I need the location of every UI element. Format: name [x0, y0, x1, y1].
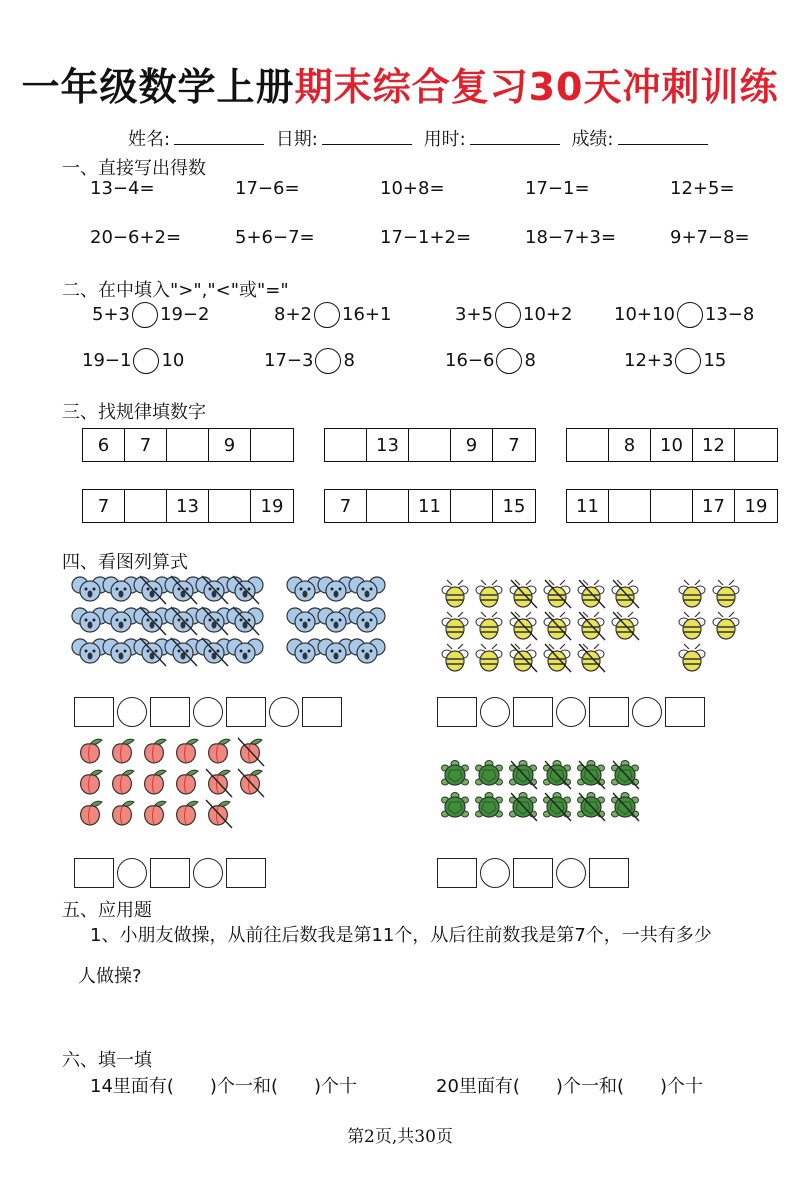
compare-right: 19−2 — [160, 304, 210, 325]
answer-box[interactable] — [665, 697, 705, 727]
peach-icon — [113, 770, 134, 794]
peach-icon — [145, 770, 166, 794]
compare-left: 19−1 — [82, 350, 132, 371]
koala-icon — [227, 607, 263, 635]
turtle-icon — [612, 761, 640, 790]
bee-icon — [679, 580, 705, 607]
sequence-cell: 9 — [209, 429, 251, 461]
answer-box[interactable] — [226, 858, 266, 888]
compare-right: 15 — [703, 350, 727, 371]
answer-box[interactable] — [589, 858, 629, 888]
calc-2-3: 17−1+2= — [380, 227, 472, 248]
date-label: 日期: — [275, 129, 318, 150]
compare-right: 8 — [524, 350, 536, 371]
peach-icon — [206, 769, 232, 797]
answer-box[interactable] — [302, 697, 342, 727]
koala-icon — [103, 639, 139, 663]
bee-icon — [578, 612, 605, 640]
bee-icon — [544, 644, 571, 672]
koala-icon — [165, 638, 201, 666]
koala-icon — [103, 577, 139, 601]
fill-in-a: 14里面有( )个一和( )个十 — [90, 1076, 357, 1097]
bee-icon — [612, 612, 639, 640]
section-1-heading: 一、直接写出得数 — [62, 158, 206, 179]
bee-icon — [442, 644, 468, 671]
koala-icon — [72, 608, 108, 632]
operator-circle[interactable] — [117, 697, 147, 727]
bee-icon — [510, 580, 537, 608]
koala-icon — [72, 577, 108, 601]
section-3-heading: 三、找规律填数字 — [62, 402, 206, 423]
peach-icon — [81, 801, 102, 825]
sequence-cell: 11 — [409, 490, 451, 522]
score-label: 成绩: — [571, 129, 614, 150]
sequence-cell: 19 — [744, 495, 768, 517]
compare-right: 16+1 — [342, 304, 392, 325]
section-6-heading: 六、填一填 — [62, 1050, 152, 1071]
time-label: 用时: — [423, 129, 466, 150]
operator-circle[interactable] — [632, 697, 662, 727]
koala-icon — [318, 639, 354, 663]
turtle-icon — [442, 793, 469, 818]
compare-left: 5+3 — [92, 304, 130, 325]
compare-left: 3+5 — [455, 304, 493, 325]
compare-left: 16−6 — [445, 350, 495, 371]
sequence-cell: 12 — [693, 429, 735, 461]
sequence-cell: 9 — [451, 429, 493, 461]
name-label: 姓名: — [128, 129, 171, 150]
peach-icon — [81, 770, 102, 794]
calc-1-2: 17−6= — [235, 178, 300, 199]
compare-right: 10 — [161, 350, 185, 371]
turtle-icon — [544, 761, 572, 790]
bee-icon — [544, 612, 571, 640]
peach-icon — [177, 801, 198, 825]
equation-answer-bee — [437, 697, 705, 727]
peach-icon — [238, 738, 264, 766]
turtle-icon — [510, 761, 538, 790]
koala-icon — [165, 607, 201, 635]
calc-2-1: 20−6+2= — [90, 227, 182, 248]
answer-box[interactable] — [74, 858, 114, 888]
peach-icon — [145, 739, 166, 763]
answer-box[interactable] — [226, 697, 266, 727]
sequence-cell: 13 — [367, 429, 409, 461]
calc-1-3: 10+8= — [380, 178, 445, 199]
compare-left: 17−3 — [264, 350, 314, 371]
sequence-cell: 13 — [167, 490, 209, 522]
compare-left: 12+3 — [624, 350, 674, 371]
answer-box[interactable] — [437, 858, 477, 888]
answer-box[interactable] — [150, 697, 190, 727]
bee-icon — [713, 612, 739, 639]
section-5-heading: 五、应用题 — [62, 900, 152, 921]
turtle-icon — [510, 793, 538, 822]
turtle-icon — [442, 761, 469, 786]
title-red: 期末综合复习30天冲刺训练 — [294, 65, 779, 109]
bee-icon — [510, 644, 537, 672]
bee-icon — [679, 612, 705, 639]
calc-1-1: 13−4= — [90, 178, 155, 199]
answer-box[interactable] — [74, 697, 114, 727]
bee-icon — [476, 580, 502, 607]
bee-icon — [442, 612, 468, 639]
sequence-cell: 8 — [609, 429, 651, 461]
sequence-cell: 11 — [567, 490, 609, 522]
koala-icon — [287, 608, 323, 632]
bee-icon — [476, 644, 502, 671]
operator-circle[interactable] — [117, 858, 147, 888]
compare-left: 10+10 — [614, 304, 675, 325]
sequence-cell: 7 — [325, 490, 367, 522]
answer-box[interactable] — [513, 697, 553, 727]
bee-icon — [442, 580, 468, 607]
equation-answer-turtle — [437, 858, 629, 888]
bee-icon — [476, 612, 502, 639]
koala-icon — [196, 576, 232, 604]
sequence-cell: 7 — [508, 434, 520, 456]
operator-circle[interactable] — [556, 858, 586, 888]
peach-icon — [113, 739, 134, 763]
koala-icon — [227, 576, 263, 604]
compare-right: 8 — [343, 350, 355, 371]
koala-icon — [134, 638, 170, 666]
koala-icon — [72, 639, 108, 663]
sequence-cell: 6 — [83, 429, 125, 461]
sequence-cell: 15 — [502, 495, 526, 517]
calc-2-5: 9+7−8= — [670, 227, 750, 248]
koala-icon — [349, 639, 385, 663]
koala-icon — [103, 608, 139, 632]
koala-icon — [349, 577, 385, 601]
compare-right: 10+2 — [523, 304, 573, 325]
koala-icon — [318, 577, 354, 601]
answer-box[interactable] — [437, 697, 477, 727]
turtle-icon — [476, 793, 503, 818]
equation-answer-peach — [74, 858, 266, 888]
koala-icon — [287, 577, 323, 601]
turtle-icon — [476, 761, 503, 786]
sequence-cell: 17 — [693, 490, 735, 522]
operator-circle[interactable] — [556, 697, 586, 727]
compare-right: 13−8 — [704, 304, 755, 325]
operator-circle[interactable] — [193, 858, 223, 888]
bee-icon — [578, 644, 605, 672]
peach-icon — [145, 801, 166, 825]
peach-icon — [81, 739, 102, 763]
section-4-heading: 四、看图列算式 — [62, 552, 188, 573]
fill-in-b: 20里面有( )个一和( )个十 — [436, 1076, 703, 1097]
word-problem-line-2: 人做操? — [78, 966, 142, 987]
sequence-cell: 7 — [125, 429, 167, 461]
turtle-icon — [544, 793, 572, 822]
bee-icon — [679, 644, 705, 671]
koala-icon — [196, 638, 232, 666]
operator-circle[interactable] — [480, 858, 510, 888]
title-black: 一年级数学上册 — [21, 65, 295, 109]
operator-circle[interactable] — [480, 697, 510, 727]
koala-icon — [196, 607, 232, 635]
peach-icon — [206, 800, 232, 828]
turtle-icon — [612, 793, 640, 822]
bee-icon — [612, 580, 639, 608]
calc-2-2: 5+6−7= — [235, 227, 315, 248]
koala-icon — [227, 639, 263, 663]
turtle-icon — [578, 793, 606, 822]
operator-circle[interactable] — [193, 697, 223, 727]
sequence-cell: 7 — [83, 490, 125, 522]
equation-answer-koala — [74, 697, 342, 727]
koala-icon — [318, 608, 354, 632]
sequence-cell: 10 — [651, 429, 693, 461]
section-2-heading: 二、在中填入">","<"或"=" — [62, 280, 289, 301]
answer-box[interactable] — [150, 858, 190, 888]
compare-left: 8+2 — [274, 304, 312, 325]
answer-box[interactable] — [589, 697, 629, 727]
bee-icon — [544, 580, 571, 608]
calc-2-4: 18−7+3= — [525, 227, 617, 248]
word-problem-line-1: 1、小朋友做操，从前往后数我是第11个，从后往前数我是第7个，一共有多少 — [90, 925, 712, 946]
koala-icon — [287, 639, 323, 663]
bee-icon — [713, 580, 739, 607]
koala-icon — [165, 576, 201, 604]
answer-box[interactable] — [513, 858, 553, 888]
koala-icon — [349, 608, 385, 632]
calc-1-4: 17−1= — [525, 178, 590, 199]
peach-icon — [113, 801, 134, 825]
koala-icon — [134, 607, 170, 635]
koala-icon — [134, 576, 170, 604]
sequence-cell: 19 — [260, 495, 284, 517]
peach-icon — [238, 769, 264, 797]
operator-circle[interactable] — [269, 697, 299, 727]
peach-icon — [209, 739, 230, 763]
bee-icon — [510, 612, 537, 640]
peach-icon — [177, 770, 198, 794]
bee-icon — [578, 580, 605, 608]
calc-1-5: 12+5= — [670, 178, 735, 199]
peach-icon — [177, 739, 198, 763]
turtle-icon — [578, 761, 606, 790]
page-number: 第2页,共30页 — [347, 1127, 453, 1147]
